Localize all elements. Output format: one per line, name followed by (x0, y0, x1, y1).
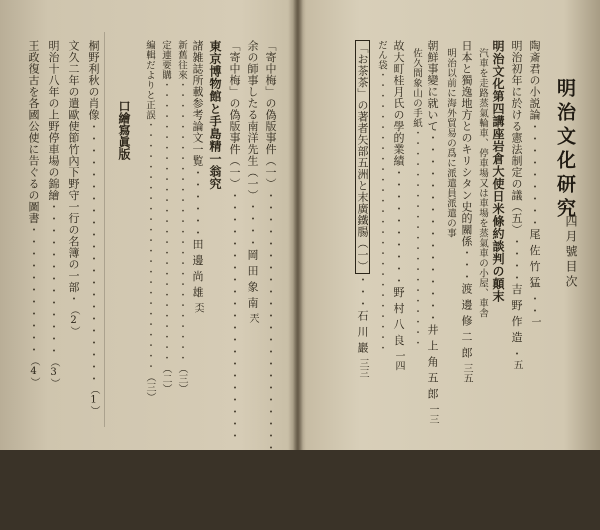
leader-dots: ・・・・ (510, 235, 523, 284)
plates-heading-text: 口繪寫眞版 (117, 100, 131, 160)
toc-entry-title: 「お茶茶」の著者矢部五洲と末廣鐵腸（一） (356, 42, 369, 272)
leader-dots: ・・・・・・・・・・・・・・・・・・・・・ (411, 128, 422, 349)
plate-entry-title: 文久二年の遣歐使節竹內下野守一行の名簿の一部 (67, 40, 80, 293)
toc-entry[interactable] (174, 40, 188, 470)
toc-entry[interactable] (227, 40, 241, 470)
toc-entry-title: 朝鮮事變に就いて (426, 40, 439, 132)
toc-entry-page: 兲 (247, 313, 258, 323)
plate-entry-title: 桐野利秋の肖像 (87, 40, 100, 121)
book-gutter (293, 0, 303, 450)
leader-dots: ・・・・・・・・・・・・・・・・ (426, 132, 439, 324)
leader-dots: ・・・・・・・・・・・・・・・・・・・・・・・・ (144, 120, 155, 372)
toc-entry[interactable] (245, 40, 259, 470)
toc-entry-title: 「寄中梅」の偽版事件（一） (264, 40, 277, 190)
toc-entry-page: 一 (529, 316, 540, 327)
toc-entry[interactable] (355, 40, 369, 470)
leader-dots: ・・・・・・・・・・ (392, 166, 405, 287)
plate-entry-page: （3） (48, 357, 59, 388)
toc-entry[interactable] (374, 40, 388, 470)
plate-entry-title: 明治十八年の上野停車場の錦繪 (47, 40, 60, 201)
toc-entry[interactable] (491, 40, 505, 470)
plate-entry[interactable] (66, 40, 80, 470)
toc-entry-author: 尾佐竹猛 (528, 228, 541, 293)
toc-entry-page: 三三 (357, 358, 368, 378)
toc-entry-title: 佐久間象山の手紙 (411, 48, 422, 128)
toc-entry-title: だん袋 (376, 40, 387, 70)
toc-entry-author: 石川巖 (356, 310, 369, 358)
toc-entry-title: 余の師事したる南洋先生（一） (246, 40, 259, 201)
leader-dots: ・・・・・・・・・ (528, 120, 541, 229)
toc-entry[interactable] (190, 40, 204, 470)
leader-dots: ・・・・・・・・・・・・・・・・・・・・・・・・・・・ (376, 70, 387, 354)
toc-entry-title: 新舊往來 (176, 40, 187, 80)
leader-dots: ・・・・・・・・・・・・・・・・・・・・・・・・・・・ (160, 80, 171, 364)
toc-entry-author: 吉野作造 (510, 283, 523, 348)
issue-label: 四月號目次 (564, 215, 578, 290)
toc-entry[interactable] (425, 40, 439, 470)
toc-entry-title: 定連要購 (160, 40, 171, 80)
toc-entry-author: 岡田象南 (246, 249, 259, 313)
toc-entry[interactable] (142, 40, 156, 470)
plate-entry-page: （1） (88, 384, 99, 416)
toc-entry[interactable] (409, 48, 423, 478)
toc-entry-page: 五 (511, 359, 522, 370)
leader-dots: ・・・・ (246, 201, 259, 249)
leader-dots: ・・ (528, 292, 541, 317)
leader-dots: ・・・・・・・・・・・・・・・・・・・・・ (228, 189, 241, 442)
leader-dots: ・・・・・・・・・・・・・ (47, 201, 60, 357)
section-divider (104, 32, 105, 427)
toc-entry-page: （二） (160, 363, 171, 394)
toc-entry-page: （三） (176, 363, 187, 394)
leader-dots: ・ (67, 293, 80, 305)
toc-entry-page: （三） (144, 372, 155, 402)
plate-entry[interactable] (26, 40, 40, 470)
toc-entry-title: 陶斎君の小説論 (528, 40, 541, 121)
toc-entry-page: 三五 (461, 363, 472, 383)
leader-dots: ・・・・・・・・・・・・・・・・・・・・・・ (87, 120, 100, 385)
leader-dots: ・・・ (356, 274, 369, 310)
toc-entry[interactable] (208, 40, 222, 470)
toc-entry-title: 故大町桂月氏の學的業績 (392, 40, 405, 167)
toc-entry-title: 明治文化第四講座岩倉大使日米條約談判の顛末 (491, 40, 505, 303)
plate-entry-page: （4） (28, 356, 39, 387)
toc-entry-title: 「寄中梅」の偽版事件（一） (228, 40, 241, 190)
plate-entry[interactable] (86, 40, 100, 470)
plate-entry-title: 王政復古を各國公使に告ぐるの圖書 (27, 40, 40, 224)
plate-entry-page: （2） (68, 305, 79, 336)
plates-heading (117, 100, 131, 530)
leader-dots: ・・・・・・・・・・・・・・・・・・・・・・・・・・・ (176, 80, 187, 364)
toc-entry[interactable] (263, 40, 277, 470)
plate-entry[interactable] (46, 40, 60, 470)
toc-entry-author: 井上角五郎 (426, 324, 439, 404)
toc-entry-title: 諸雑誌所載参考論文一覧 (191, 40, 204, 167)
toc-entry-page: 奀 (192, 302, 203, 313)
toc-entry-author: 田邊尚雄 (191, 238, 204, 303)
toc-entry-title: 東京博物館と手島精一翁究 (208, 40, 222, 190)
leader-dots: ・ (510, 347, 523, 360)
toc-entry-title: 汽車を走路蒸氣輪車、停車場又は車場を蒸氣車の小屋、車舎 (477, 48, 488, 318)
toc-entry[interactable] (158, 40, 172, 470)
leader-dots: ・・・・・・・・・・・ (27, 224, 40, 356)
toc-entry-title: 編輯だよりと正誤 (144, 40, 155, 120)
toc-entry[interactable] (459, 40, 473, 470)
toc-entry[interactable] (391, 40, 405, 470)
toc-entry[interactable] (475, 48, 489, 478)
toc-entry-page: 一四 (393, 350, 404, 371)
toc-entry-title: 明治以前に海外貿易の爲に派遣員派遣の事 (445, 48, 456, 238)
magazine-title: 明治文化研究 (554, 78, 576, 222)
toc-entry-title: 日本と獨逸地方とのキリシタン史的關係 (460, 40, 473, 247)
leader-dots: ・・・ (460, 247, 473, 283)
leader-dots: ・・・・・・・・・・・・・・・・・・・・・・ (264, 189, 277, 454)
toc-entry[interactable] (527, 40, 541, 470)
toc-entry-title: 明治初年に於ける憲法制定の議（五） (510, 40, 523, 236)
toc-entry-author: 野村八良 (392, 286, 405, 351)
leader-dots: ・・・・・・ (191, 166, 204, 239)
toc-entry[interactable] (443, 48, 457, 478)
toc-entry-author: 渡邊修二郎 (460, 283, 473, 363)
toc-entry-page: 一三 (427, 404, 438, 424)
toc-entry[interactable] (509, 40, 523, 470)
